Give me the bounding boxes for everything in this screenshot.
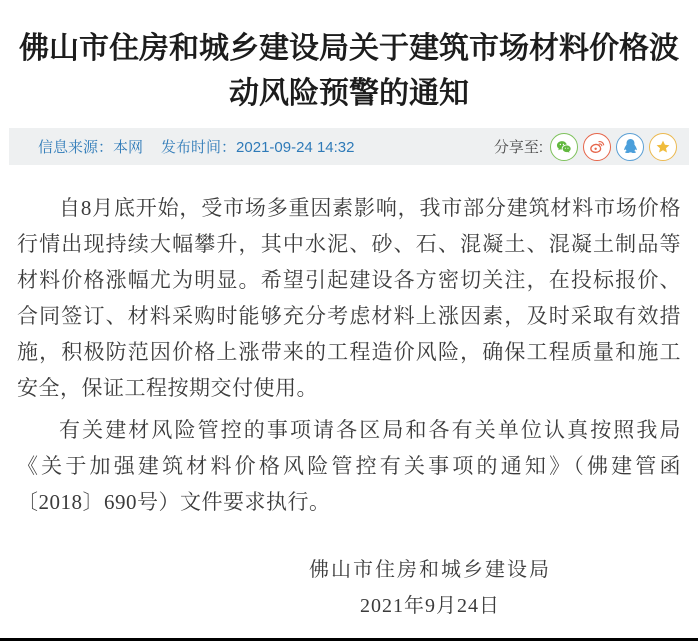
wechat-icon [555,138,573,156]
bottom-divider [0,638,698,641]
paragraph-1: 自8月底开始，受市场多重因素影响，我市部分建筑材料市场价格行情出现持续大幅攀升，其中水泥、砂、石、混凝土、混凝土制品等材料价格涨幅尤为明显。希望引起建设各方密切关注，在投标报价、合同签订、材料采购时能够充分考虑材料上涨因素，及时采取有效措施，积极防范因价格上涨带来的工程造价风险，确保工程质量和施工安全，保证工程按期交付使用。 [17,196,681,400]
share-weibo-button[interactable] [583,133,611,161]
paragraph-2: 有关建材风险管控的事项请各区局和各有关单位认真按照我局《关于加强建筑材料价格风险管控有关事项的通知》（佛建管函〔2018〕690号）文件要求执行。 [17,418,681,514]
share-toolbar [494,133,689,161]
qq-icon [621,137,640,156]
page-title: 佛山市住房和城乡建设局关于建筑市场材料价格波动风险预警的通知 [19,32,679,110]
signature-block [98,552,698,624]
source-label: 信息来源： [38,139,114,156]
article-body [17,190,681,624]
meta-info [9,136,354,157]
publish-time-value: 2021-09-24 14:32 [236,139,355,156]
signature-organization: 佛山市住房和城乡建设局 [309,559,551,581]
source-value: 本网 [113,139,144,156]
share-qq-button[interactable] [616,133,644,161]
meta-bar [9,128,689,165]
share-wechat-button[interactable] [550,133,578,161]
weibo-icon [588,138,606,156]
share-label: 分享至: [493,139,543,156]
signature-date: 2021年9月24日 [360,595,500,617]
share-qzone-button[interactable] [649,133,677,161]
qzone-star-icon [654,138,672,156]
publish-time-label: 发布时间： [161,139,237,156]
